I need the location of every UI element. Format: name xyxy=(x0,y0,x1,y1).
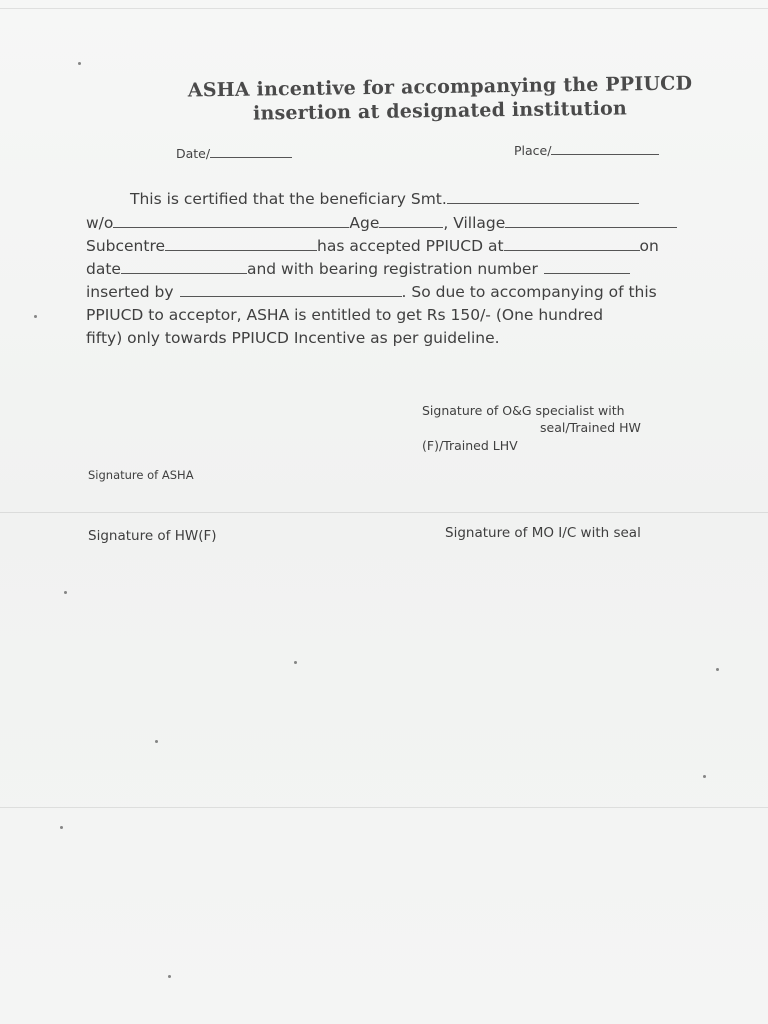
og-specialist-signature-line-3: (F)/Trained LHV xyxy=(422,438,518,453)
age-label: Age xyxy=(349,214,380,232)
subcentre-label: Subcentre xyxy=(86,237,166,255)
husband-name-blank[interactable] xyxy=(113,216,349,228)
certificate-line-6: PPIUCD to acceptor, ASHA is entitled to get Rs 150/- (One hundred xyxy=(86,306,604,324)
certify-text: This is certified that the beneficiary Smt. xyxy=(130,190,447,208)
certificate-line-7: fifty) only towards PPIUCD Incentive as per guideline. xyxy=(86,329,500,347)
subcentre-blank[interactable] xyxy=(165,239,317,251)
hw-signature-label: Signature of HW(F) xyxy=(88,528,217,544)
insertion-date-blank[interactable] xyxy=(121,262,247,274)
date-blank[interactable] xyxy=(210,146,292,158)
scan-speck xyxy=(716,668,719,671)
inserted-by-text: inserted by xyxy=(86,283,174,301)
paper-crease xyxy=(0,512,768,513)
registration-text: and with bearing registration number xyxy=(246,260,538,278)
place-field xyxy=(514,143,659,158)
og-specialist-signature-line-1: Signature of O&G specialist with xyxy=(422,403,625,418)
form-title-line-1: ASHA incentive for accompanying the PPIUCD xyxy=(187,72,693,102)
scan-speck xyxy=(703,775,706,778)
beneficiary-name-blank[interactable] xyxy=(447,192,639,204)
scan-speck xyxy=(294,661,297,664)
scan-speck xyxy=(168,975,171,978)
scan-speck xyxy=(34,315,37,318)
date-label: Date/ xyxy=(176,146,211,161)
scan-speck xyxy=(78,62,81,65)
wo-label: w/o xyxy=(86,214,114,232)
institution-blank[interactable] xyxy=(504,239,640,251)
age-blank[interactable] xyxy=(379,216,443,228)
certificate-line-2 xyxy=(86,214,716,232)
form-title-line-2: insertion at designated institution xyxy=(252,97,628,125)
paper-crease xyxy=(0,807,768,808)
registration-number-blank[interactable] xyxy=(544,262,630,274)
village-blank[interactable] xyxy=(505,216,677,228)
asha-signature-label: Signature of ASHA xyxy=(88,468,194,482)
place-blank[interactable] xyxy=(551,143,659,155)
date-text: date xyxy=(86,260,121,278)
scan-speck xyxy=(155,740,158,743)
accepted-text: has accepted PPIUCD at xyxy=(317,237,504,255)
certificate-line-3 xyxy=(86,237,716,255)
certificate-line-5 xyxy=(86,283,716,301)
accompanying-text: . So due to accompanying of this xyxy=(401,283,657,301)
village-label: , Village xyxy=(443,214,506,232)
scan-speck xyxy=(60,826,63,829)
place-label: Place/ xyxy=(514,143,552,158)
inserted-by-blank[interactable] xyxy=(180,285,402,297)
certificate-line-4 xyxy=(86,260,716,278)
date-field xyxy=(176,146,292,161)
scan-speck xyxy=(64,591,67,594)
mo-signature-label: Signature of MO I/C with seal xyxy=(445,525,641,541)
on-text: on xyxy=(639,237,659,255)
paper-crease xyxy=(0,8,768,9)
certificate-line-1 xyxy=(130,190,760,208)
og-specialist-signature-line-2: seal/Trained HW xyxy=(540,420,641,435)
